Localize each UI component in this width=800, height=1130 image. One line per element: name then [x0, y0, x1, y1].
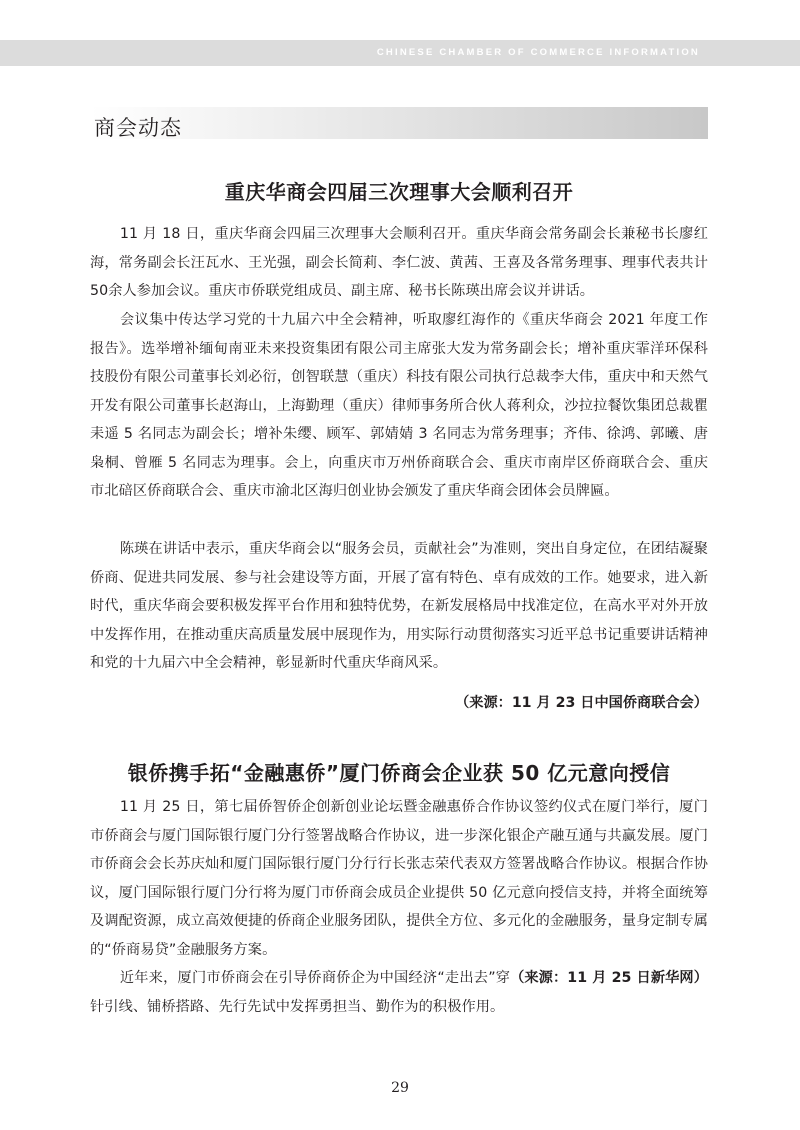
article-paragraph: 11 月 18 日，重庆华商会四届三次理事大会顺利召开。重庆华商会常务副会长兼秘书长廖红海，常务副会长汪瓦水、王光强，副会长简莉、李仁波、黄茜、王喜及各常务理事、理事代表共计 50余人参加会议。重庆市侨联党组成员、副主席、秘书长陈瑛出席会议并讲话。: [90, 226, 708, 299]
article-title: 重庆华商会四届三次理事大会顺利召开: [224, 180, 574, 204]
article-source: （来源：11 月 23 日中国侨商联合会）: [455, 695, 708, 711]
article-title: 银侨携手拓“金融惠侨”厦门侨商会企业获 50 亿元意向授信: [127, 761, 671, 785]
section-title: 商会动态: [94, 116, 182, 140]
page-number: 29: [391, 1080, 409, 1096]
section-bar: [90, 107, 708, 139]
publication-name: CHINESE CHAMBER OF COMMERCE INFORMATION: [376, 47, 700, 58]
article-paragraph: [90, 964, 708, 1021]
article-paragraph: 会议集中传达学习党的十九届六中全会精神，听取廖红海作的《重庆华商会 2021 年度工作报告》。选举增补缅甸南亚未来投资集团有限公司主席张大发为常务副会长；增补重庆霏洋环保科技股份有限公司董事长刘必衍，创智联慧（重庆）科技有限公司执行总裁李大伟，重庆中和天然气开发有限公司董事长赵海山，上海勤理（重庆）律师事务所合伙人蒋利众，沙拉拉餐饮集团总裁瞿耒遥 5 名同志为副会长；增补朱缨、顾军、郭婧婧 3 名同志为常务理事；齐伟、徐鸿、郭曦、唐枭桐、曾雁 5 名同志为理事。会上，向重庆市万州侨商联合会、重庆市南岸区侨商联合会、重庆市北碚区侨商联合会、重庆市渝北区海归创业协会颁发了重庆华商会团体会员牌匾。: [90, 312, 708, 499]
article-paragraph: 11 月 25 日，第七届侨智侨企创新创业论坛暨金融惠侨合作协议签约仪式在厦门举行，厦门市侨商会与厦门国际银行厦门分行签署战略合作协议，进一步深化银企产融互通与共赢发展。厦门市侨商会会长苏庆灿和厦门国际银行厦门分行行长张志荣代表双方签署战略合作协议。根据合作协议，厦门国际银行厦门分行将为厦门市侨商会成员企业提供 50 亿元意向授信支持，并将全面统筹及调配资源，成立高效便捷的侨商企业服务团队，提供全方位、多元化的金融服务，量身定制专属的“侨商易贷”金融服务方案。: [90, 799, 708, 958]
article-paragraph-text: 近年来，厦门市侨商会在引导侨商侨企为中国经济“走出去”穿针引线、铺桥搭路、先行先试中发挥勇担当、勤作为的积极作用。: [90, 970, 511, 1015]
article-paragraph: 陈瑛在讲话中表示，重庆华商会以“服务会员，贡献社会”为准则，突出自身定位，在团结凝聚侨商、促进共同发展、参与社会建设等方面，开展了富有特色、卓有成效的工作。她要求，进入新时代，重庆华商会要积极发挥平台作用和独特优势，在新发展格局中找准定位，在高水平对外开放中发挥作用，在推动重庆高质量发展中展现作为，用实际行动贯彻落实习近平总书记重要讲话精神和党的十九届六中全会精神，彰显新时代重庆华商风采。: [90, 541, 708, 671]
article-source: （来源：11 月 25 日新华网）: [510, 970, 708, 986]
